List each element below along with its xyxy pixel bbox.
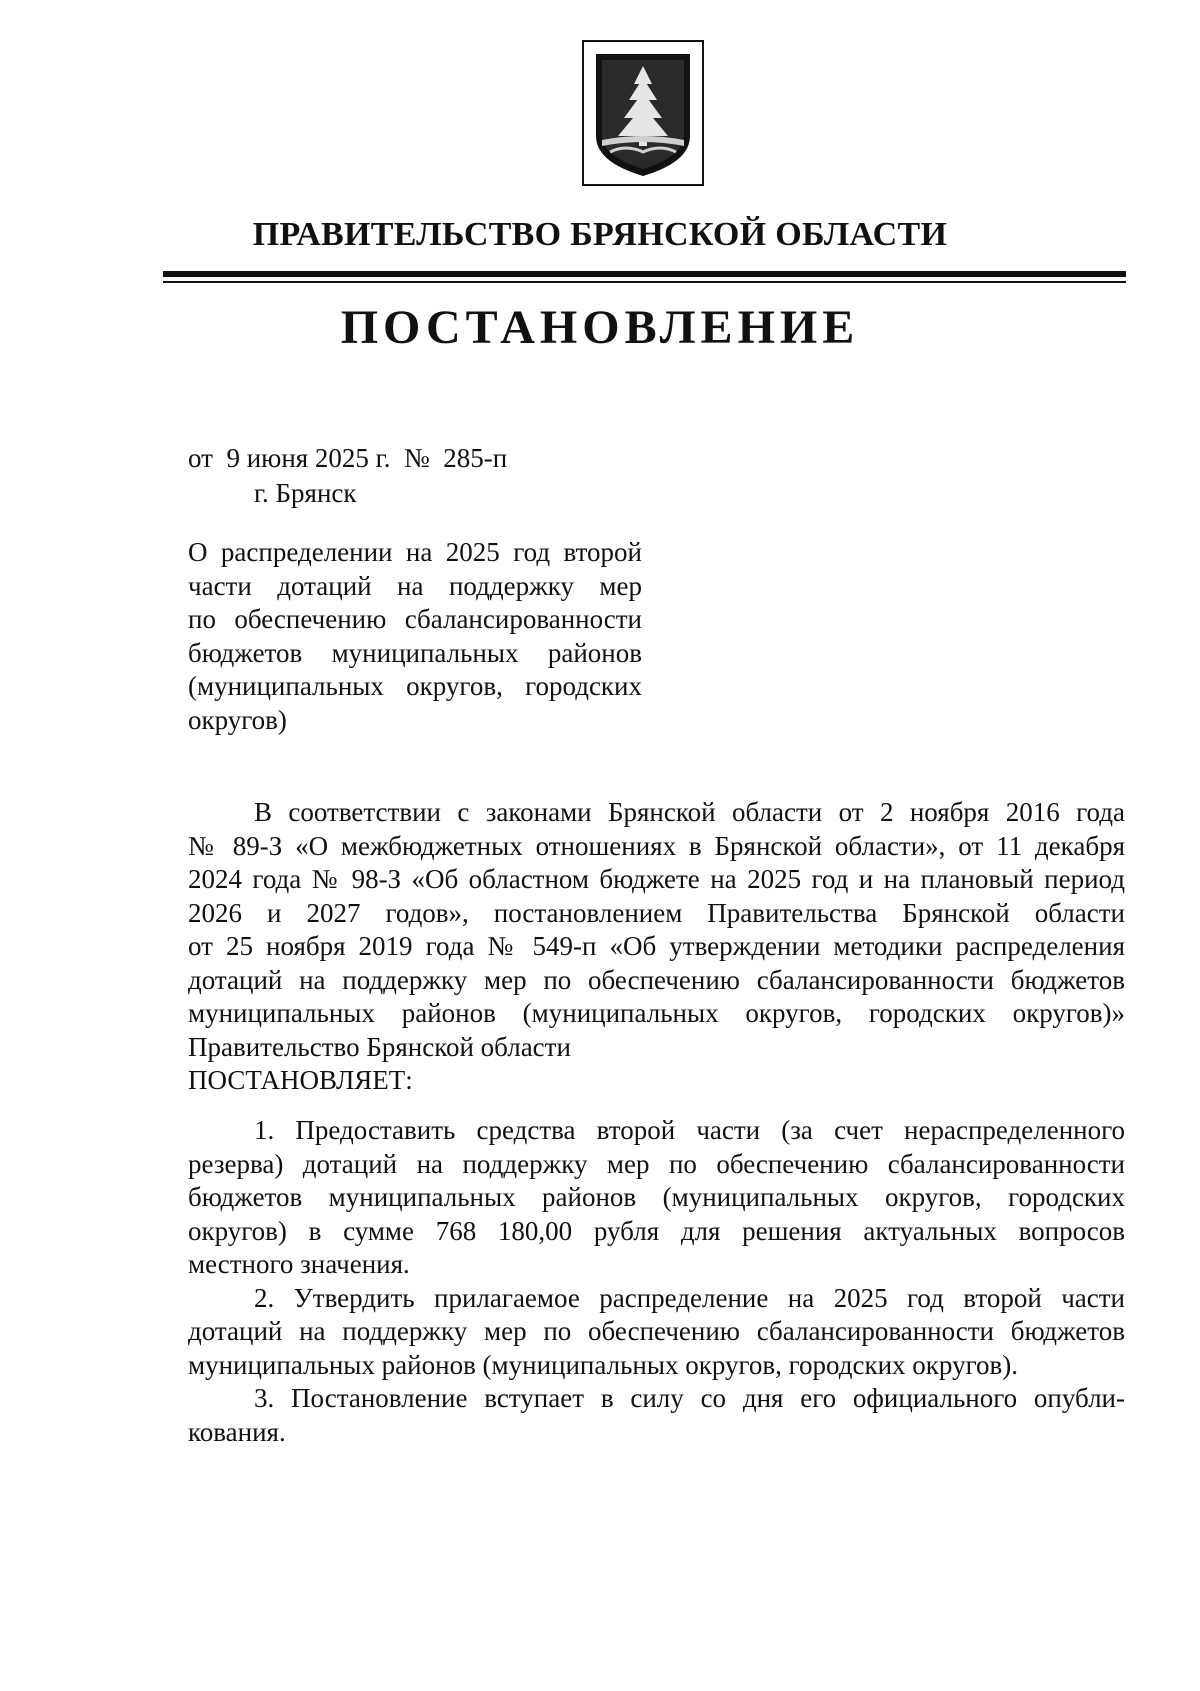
resolution-item-1	[188, 1114, 1125, 1282]
item-line: 2. Утвердить прилагаемое распределение на 2025 год второй части	[254, 1282, 1125, 1313]
preamble-line: дотаций на поддержку мер по обеспечению сбалансированности бюджетов	[188, 964, 1125, 995]
city-line: г. Брянск	[254, 478, 357, 508]
item-line: муниципальных районов (муниципальных округов, городских округов).	[188, 1349, 1018, 1380]
subject-line: части дотаций на поддержку мер	[188, 570, 642, 601]
preamble-line: № 89-З «О межбюджетных отношениях в Брянской области», от 11 декабря	[188, 830, 1125, 861]
header-rule-thin	[163, 281, 1126, 283]
resolution-items	[188, 1114, 1125, 1449]
subject-line: бюджетов муниципальных районов	[188, 637, 642, 668]
subject-line: О распределении на 2025 год второй	[188, 537, 642, 567]
subject-line: по обеспечению сбалансированности	[188, 604, 642, 634]
item-line: 3. Постановление вступает в силу со дня его официального опубли-	[254, 1383, 1125, 1413]
preamble-line: 2026 и 2027 годов», постановлением Правительства Брянской области	[188, 897, 1125, 928]
preamble-paragraph	[188, 796, 1125, 1098]
item-line: бюджетов муниципальных районов (муниципальных округов, городских	[188, 1182, 1125, 1212]
item-line: резерва) дотаций на поддержку мер по обеспечению сбалансированности	[188, 1148, 1125, 1179]
coat-of-arms-emblem	[582, 40, 704, 186]
preamble-line: 2024 года № 98-З «Об областном бюджете на 2025 год и на плановый период	[188, 864, 1125, 894]
subject-heading	[188, 536, 642, 737]
item-line: 1. Предоставить средства второй части (за счет нераспределенного	[254, 1115, 1125, 1145]
preamble-line: от 25 ноября 2019 года № 549-п «Об утверждении методики распределения	[188, 931, 1125, 961]
date-number-line: от 9 июня 2025 г. № 285-п	[188, 443, 508, 473]
subject-line: округов)	[188, 704, 287, 735]
resolves-word: ПОСТАНОВЛЯЕТ:	[188, 1065, 413, 1095]
document-type-title: ПОСТАНОВЛЕНИЕ	[340, 301, 860, 354]
preamble-line: В соответствии с законами Брянской области от 2 ноября 2016 года	[254, 797, 1125, 827]
item-line: кования.	[188, 1416, 286, 1447]
preamble-line: Правительство Брянской области	[188, 1031, 571, 1062]
item-line: местного значения.	[188, 1249, 410, 1279]
preamble-line: муниципальных районов (муниципальных округов, городских округов)»	[188, 998, 1125, 1028]
header-rule-thick	[163, 271, 1126, 277]
item-line: округов) в сумме 768 180,00 рубля для решения актуальных вопросов	[188, 1215, 1125, 1246]
resolution-item-3	[188, 1382, 1125, 1449]
item-line: дотаций на поддержку мер по обеспечению сбалансированности бюджетов	[188, 1316, 1125, 1346]
government-title: ПРАВИТЕЛЬСТВО БРЯНСКОЙ ОБЛАСТИ	[252, 216, 948, 253]
subject-line: (муниципальных округов, городских	[188, 671, 642, 701]
resolution-item-2	[188, 1282, 1125, 1383]
